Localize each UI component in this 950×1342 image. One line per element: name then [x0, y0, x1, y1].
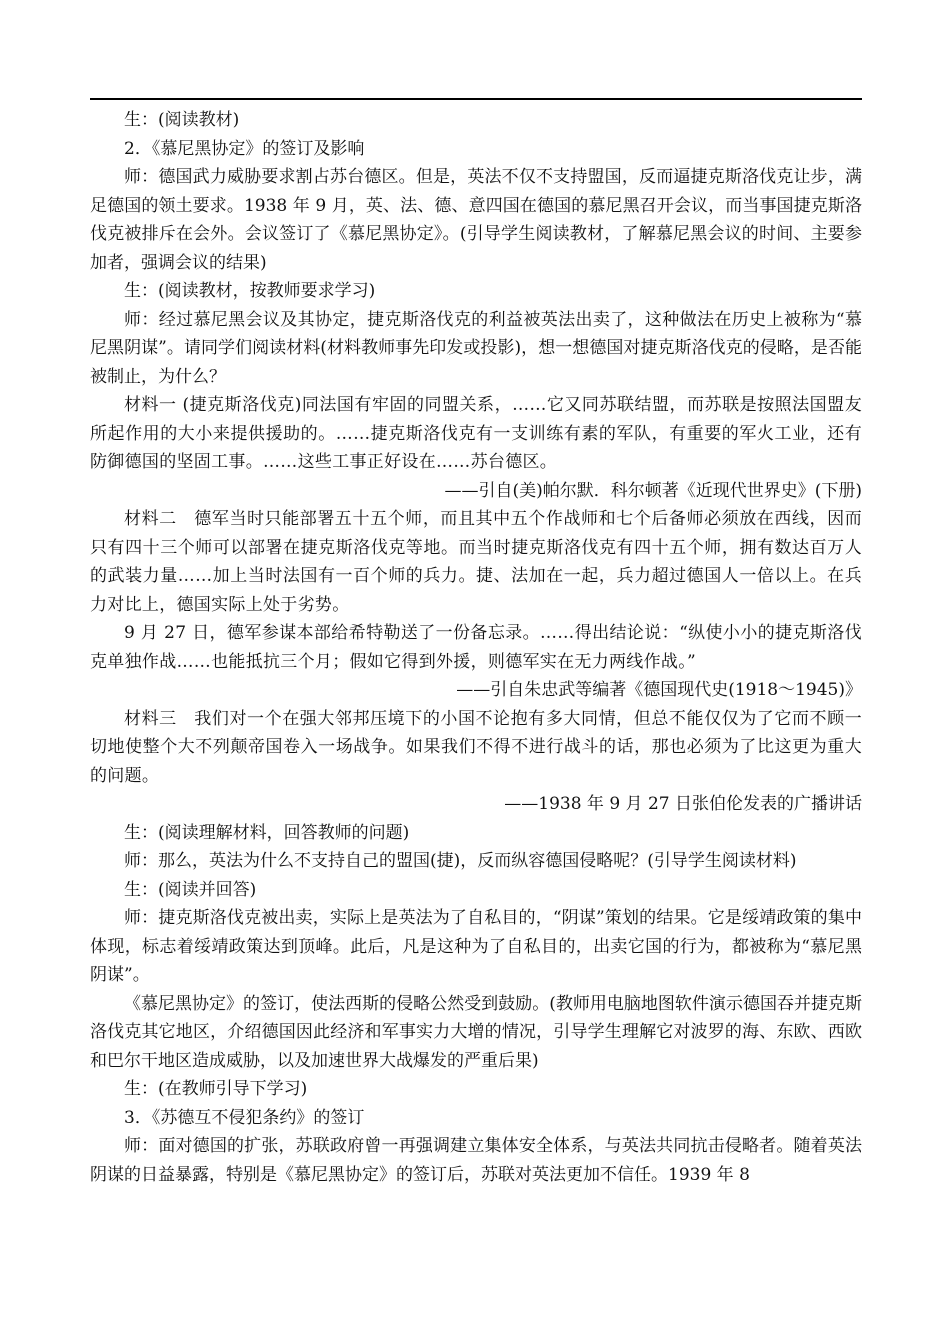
material-quote: 9 月 27 日，德军参谋本部给希特勒送了一份备忘录。……得出结论说：“纵使小小的捷克斯洛伐克单独作战……也能抵抗三个月；假如它得到外援，则德军实在无力两线作战。” [90, 623, 862, 672]
citation: ——引自(美)帕尔默．科尔顿著《近现代世界史》(下册) [444, 480, 862, 501]
material-quote: 材料三 我们对一个在强大邻邦压境下的小国不论抱有多大同情，但总不能仅仅为了它而不顾一切地使整个大不列颠帝国卷入一场战争。如果我们不得不进行战斗的话，那也必须为了比这更为重大的问题。 [90, 708, 862, 786]
paragraph: 师：经过慕尼黑会议及其协定，捷克斯洛伐克的利益被英法出卖了，这种做法在历史上被称为“慕尼黑阴谋”。请同学们阅读材料(材料教师事先印发或投影)，想一想德国对捷克斯洛伐克的侵略，是否能被制止，为什么？ [90, 309, 862, 387]
paragraph: 师：德国武力威胁要求割占苏台德区。但是，英法不仅不支持盟国，反而逼捷克斯洛伐克让步，满足德国的领土要求。1938 年 9 月，英、法、德、意四国在德国的慕尼黑召开会议，而当事国捷克斯洛伐克被排斥在会外。会议签订了《慕尼黑协定》。(引导学生阅读教材，了解慕尼黑会议的时间、主要参加者，强调会议的结果) [90, 167, 862, 273]
citation: ——引自朱忠武等编著《德国现代史(1918～1945)》 [456, 680, 862, 700]
paragraph: 生：(在教师引导下学习) [124, 1079, 308, 1099]
paragraph: 师：面对德国的扩张，苏联政府曾一再强调建立集体安全体系，与英法共同抗击侵略者。随着英法阴谋的日益暴露，特别是《慕尼黑协定》的签订后，苏联对英法更加不信任。1939 年 8 [90, 1136, 862, 1185]
document-body [90, 106, 862, 1189]
paragraph: 生：(阅读并回答) [124, 879, 257, 900]
material-quote: 材料一 (捷克斯洛伐克)同法国有牢固的同盟关系，……它又同苏联结盟，而苏联是按照法国盟友所起作用的大小来提供援助的。……捷克斯洛伐克有一支训练有素的军队，有重要的军火工业，还有防御德国的坚固工事。……这些工事正好设在……苏台德区。 [90, 395, 862, 472]
citation: ——1938 年 9 月 27 日张伯伦发表的广播讲话 [504, 794, 862, 814]
material-quote: 材料二 德军当时只能部署五十五个师，而且其中五个作战师和七个后备师必须放在西线，因而只有四十三个师可以部署在捷克斯洛伐克等地。而当时捷克斯洛伐克有四十五个师，拥有数达百万人的武装力量……加上当时法国有一百个师的兵力。捷、法加在一起，兵力超过德国人一倍以上。在兵力对比上，德国实际上处于劣势。 [90, 509, 862, 615]
paragraph: 生：(阅读教材) [124, 110, 240, 130]
paragraph: 师：那么，英法为什么不支持自己的盟国(捷)，反而纵容德国侵略呢？(引导学生阅读材料) [124, 851, 797, 871]
paragraph: 师：捷克斯洛伐克被出卖，实际上是英法为了自私目的，“阴谋”策划的结果。它是绥靖政策的集中体现，标志着绥靖政策达到顶峰。此后，凡是这种为了自私目的，出卖它国的行为，都被称为“慕尼黑阴谋”。 [90, 908, 862, 985]
paragraph: 生：(阅读理解材料，回答教师的问题) [124, 822, 410, 843]
section-heading: 3．《苏德互不侵犯条约》的签订 [124, 1107, 365, 1128]
header-rule [90, 98, 862, 100]
paragraph: 生：(阅读教材，按教师要求学习) [124, 281, 376, 301]
section-heading: 2．《慕尼黑协定》的签订及影响 [124, 138, 365, 159]
paragraph: 《慕尼黑协定》的签订，使法西斯的侵略公然受到鼓励。(教师用电脑地图软件演示德国吞并捷克斯洛伐克其它地区，介绍德国因此经济和军事实力大增的情况，引导学生理解它对波罗的海、东欧、西欧和巴尔干地区造成威胁，以及加速世界大战爆发的严重后果) [90, 993, 862, 1071]
